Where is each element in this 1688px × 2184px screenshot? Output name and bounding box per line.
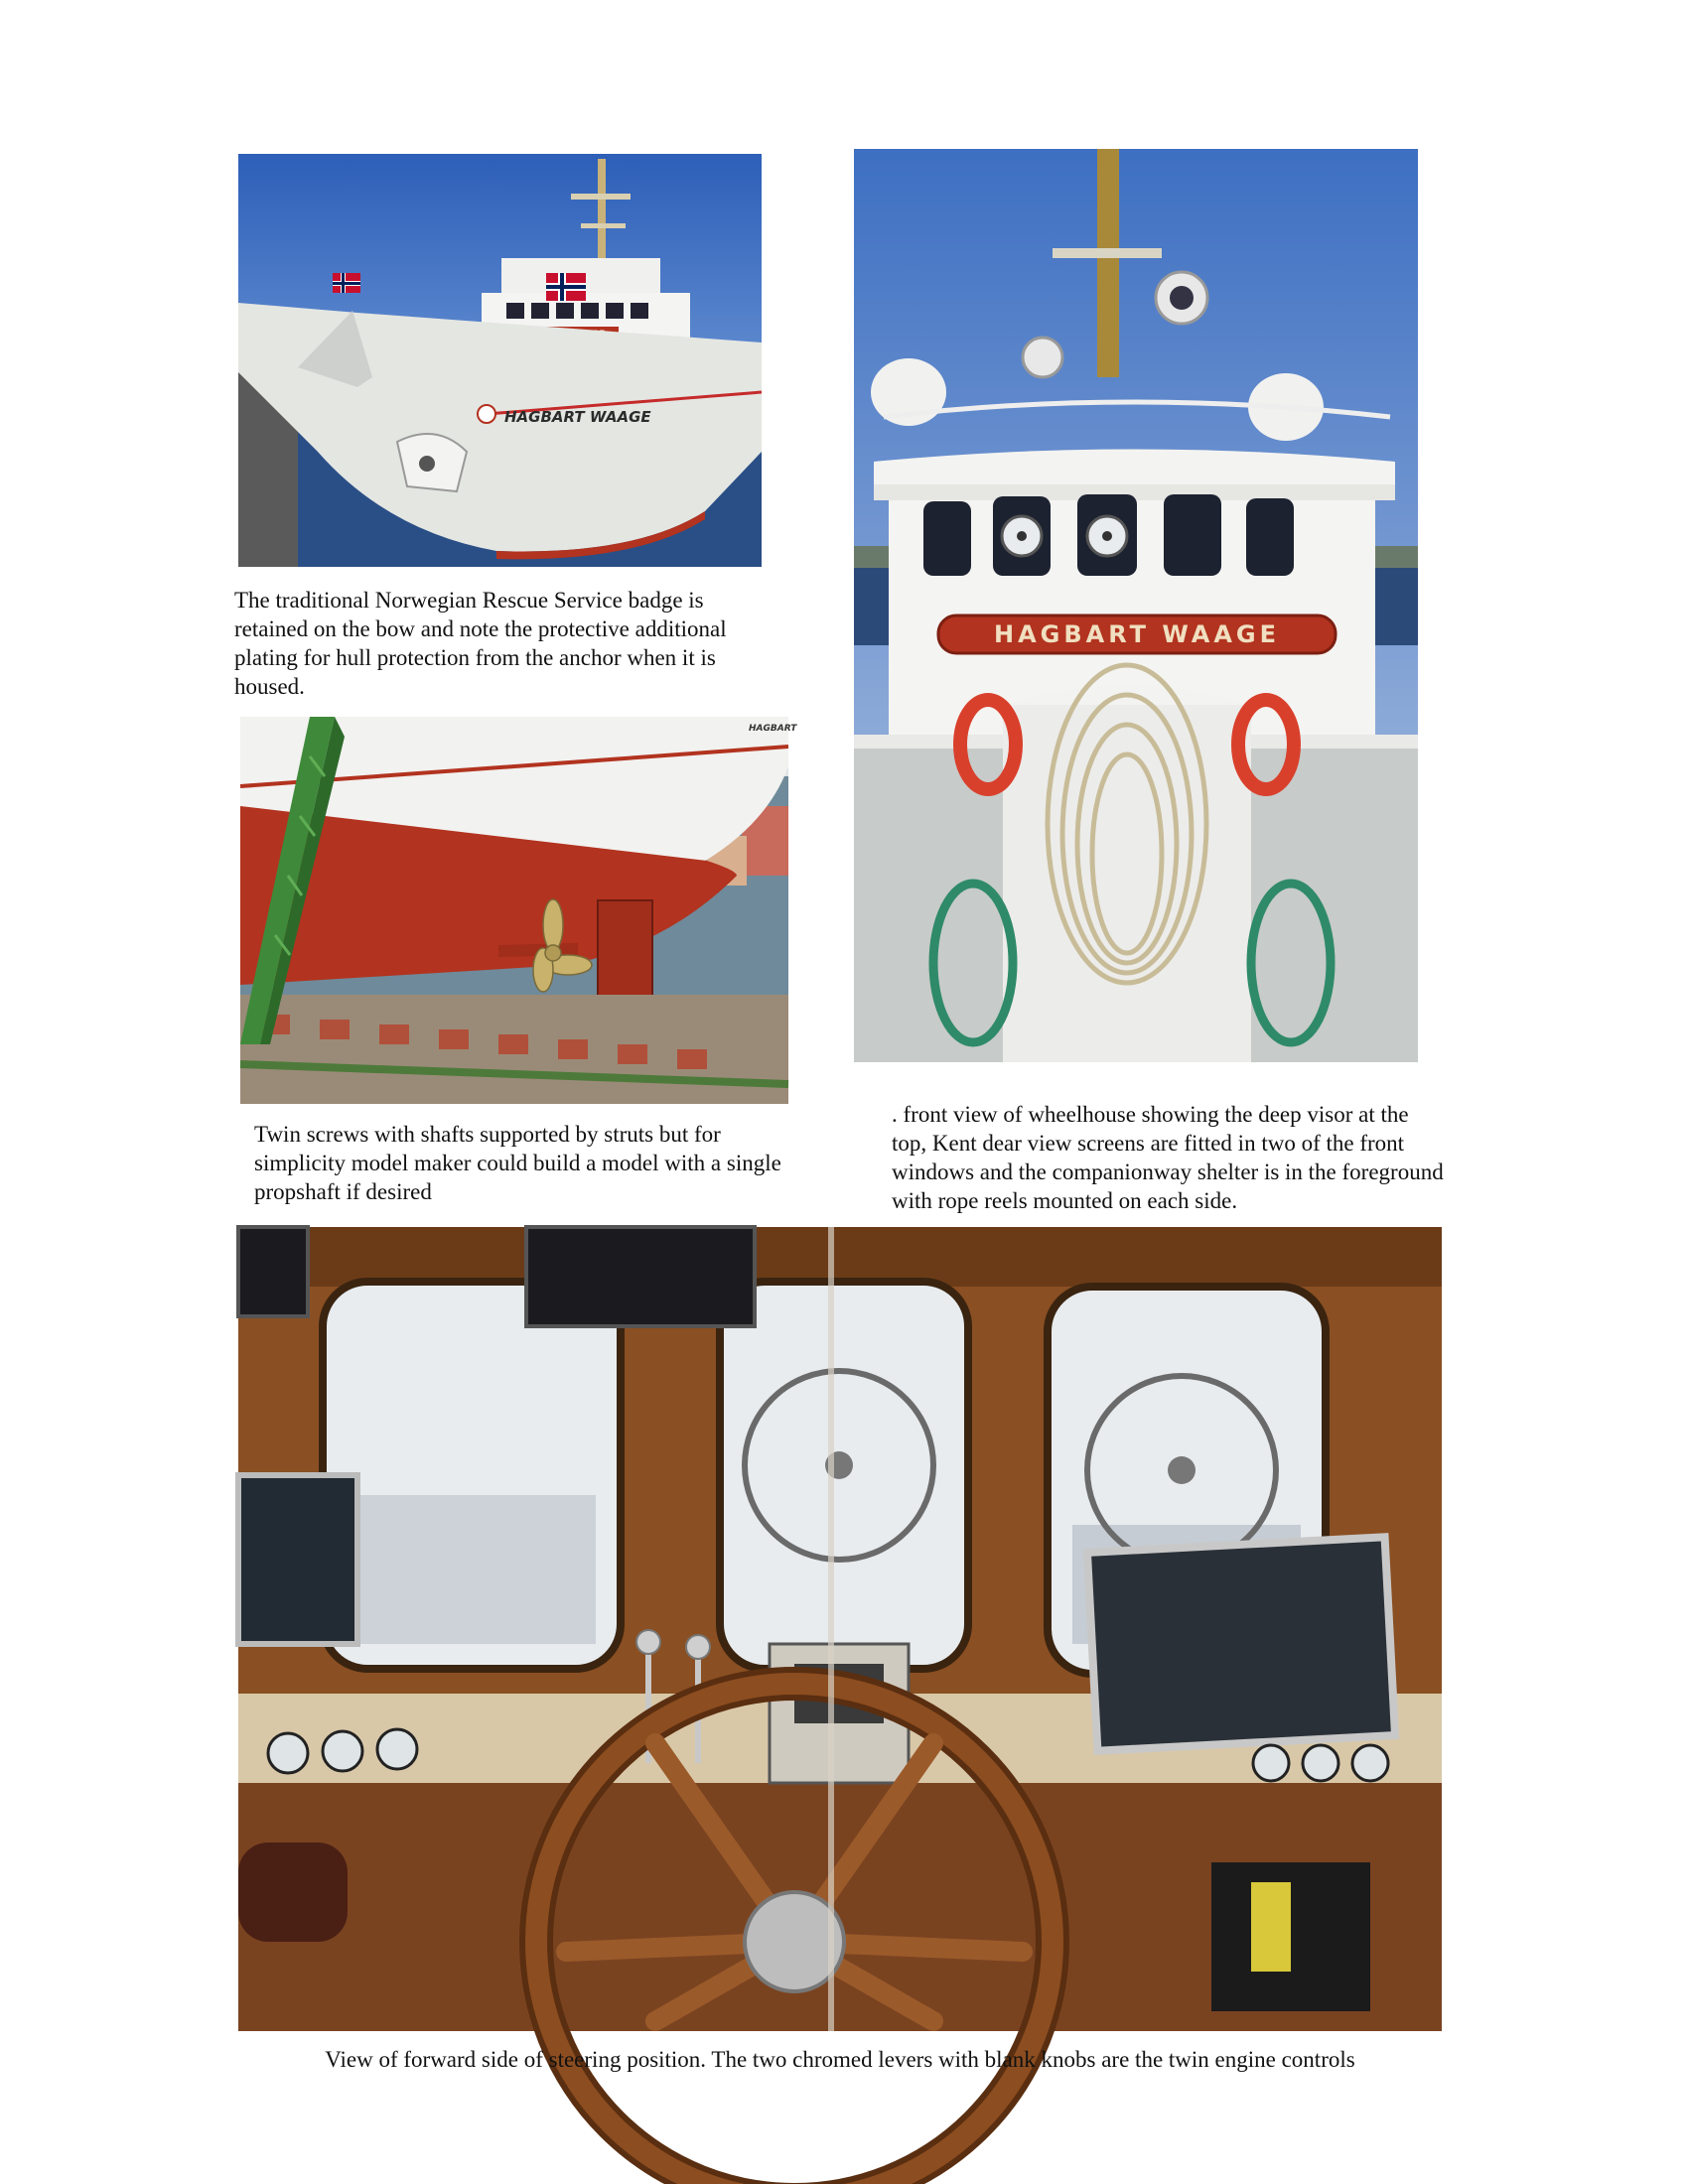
steering-position-photo xyxy=(238,1227,1442,2031)
stern-caption: Twin screws with shafts supported by struts but for simplicity model maker could build a model with a single propshaft if desired xyxy=(254,1122,781,1204)
bow-caption: The traditional Norwegian Rescue Service badge is retained on the bow and note the protective additional plating for hull protection from the anchor when it is housed. xyxy=(234,588,727,699)
small-flag xyxy=(333,273,360,293)
stern-photo xyxy=(240,717,797,1104)
bow-photo xyxy=(238,154,762,567)
monitor-icon xyxy=(1087,1537,1395,1750)
wheelhouse-nameplate: HAGBART WAAGE xyxy=(994,620,1280,648)
stern-hull-name: HAGBART xyxy=(749,724,797,734)
wheelhouse-caption: . front view of wheelhouse showing the deep visor at the top, Kent dear view screens are fitted in two of the front windows and the companionway shelter is in the foreground with rope reels mounted on each side. xyxy=(892,1102,1444,1213)
steering-caption: View of forward side of steering position. The two chromed levers with blank knobs are the twin engine controls xyxy=(325,2047,1355,2072)
norwegian-flag xyxy=(546,273,586,301)
wheelhouse-photo xyxy=(854,149,1418,1062)
hull-name: HAGBART WAAGE xyxy=(504,408,651,426)
